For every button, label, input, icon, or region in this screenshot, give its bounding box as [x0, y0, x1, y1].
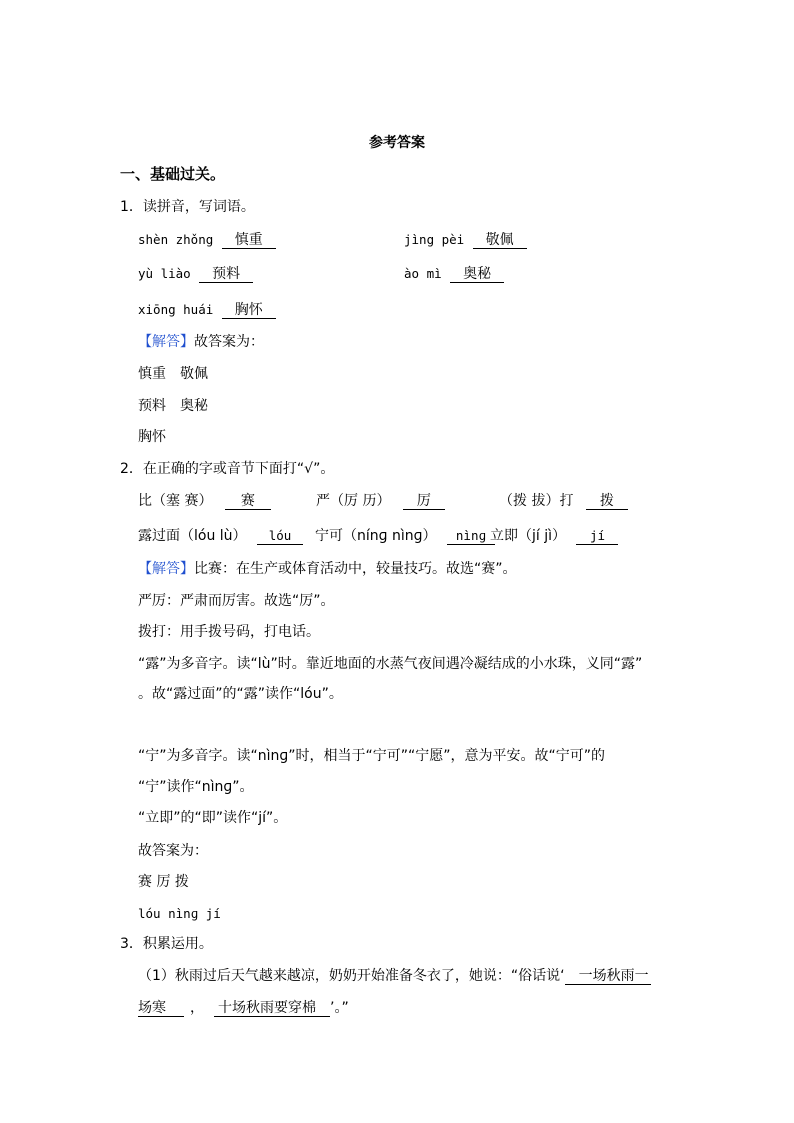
explanation-text: 故答案为： — [194, 334, 264, 350]
explanation-line: 拨打：用手拨号码，打电话。 — [138, 624, 320, 640]
sub-question-1-line — [138, 998, 349, 1018]
explanation-text: 比赛：在生产或体育活动中，较量技巧。故选“赛”。 — [194, 561, 517, 577]
jieda-tag: 【解答】 — [138, 561, 194, 577]
answer-blank: 敬佩 — [473, 232, 527, 249]
choice-item — [315, 526, 495, 546]
pinyin-item — [138, 264, 253, 284]
answer-line: 预料 奥秘 — [138, 398, 208, 414]
choice-item — [490, 526, 618, 546]
answer-blank: jí — [576, 528, 618, 545]
sub-question-text: ’。” — [330, 1000, 349, 1016]
pinyin-text: jìng pèi — [404, 232, 465, 247]
choice-text: 严（厉 历） — [316, 493, 391, 509]
explanation-line: 故答案为： — [138, 843, 208, 859]
choice-text: 宁可（nínɡ nìnɡ） — [315, 528, 437, 544]
answer-blank: 胸怀 — [222, 302, 276, 319]
explanation — [138, 332, 264, 352]
jieda-tag: 【解答】 — [138, 334, 194, 350]
answer-blank: 一场秋雨一 — [565, 968, 651, 985]
sub-question-text: （1）秋雨过后天气越来越凉，奶奶开始准备冬衣了，她说：“俗话说‘ — [138, 968, 565, 984]
answer-blank: 十场秋雨要穿棉 — [214, 1000, 330, 1017]
pinyin-text: yù liào — [138, 266, 191, 281]
answer-blank: 场寒 — [138, 1000, 184, 1017]
answer-line: 慎重 敬佩 — [138, 366, 208, 382]
question-2-label: 2．在正确的字或音节下面打“√”。 — [120, 461, 335, 477]
choice-item — [138, 491, 271, 511]
question-3-label: 3．积累运用。 — [120, 936, 213, 952]
sub-question-1-line — [138, 966, 651, 986]
answer-blank: 厉 — [403, 493, 445, 510]
choice-item — [316, 491, 445, 511]
choice-item — [499, 491, 628, 511]
answer-blank: lóu — [257, 528, 303, 545]
explanation-line: “立即”的“即”读作“jí”。 — [138, 810, 288, 826]
explanation-line: “露”为多音字。读“lù”时。靠近地面的水蒸气夜间遇冷凝结成的小水珠，义同“露” — [138, 656, 643, 672]
explanation — [138, 559, 517, 579]
page-title: 参考答案 — [369, 135, 425, 151]
pinyin-text: xiōng huái — [138, 302, 214, 317]
answer-blank: 慎重 — [222, 232, 276, 249]
answer-blank: nìnɡ — [447, 528, 495, 545]
answer-blank: 拨 — [586, 493, 628, 510]
pinyin-item — [404, 264, 504, 284]
answer-line: 赛 厉 拨 — [138, 874, 189, 890]
section-heading: 一、基础过关。 — [120, 165, 226, 183]
explanation-line: 。故“露过面”的“露”读作“lóu”。 — [138, 686, 343, 702]
answer-line: 胸怀 — [138, 429, 166, 445]
explanation-line: “宁”读作“nìnɡ”。 — [138, 779, 254, 795]
pinyin-item — [404, 230, 527, 250]
explanation-line: 严厉：严肃而厉害。故选“厉”。 — [138, 593, 335, 609]
choice-text: （拨 拔）打 — [499, 493, 574, 509]
choice-text: 露过面（lóu lù） — [138, 528, 247, 544]
explanation-line: “宁”为多音字。读“nìnɡ”时，相当于“宁可”“宁愿”，意为平安。故“宁可”的 — [138, 748, 606, 764]
answer-blank: 赛 — [225, 493, 271, 510]
separator-text: ， — [190, 1000, 204, 1016]
choice-text: 立即（jí jì） — [490, 528, 567, 544]
choice-item — [138, 526, 303, 546]
answer-line: lóu nìnɡ jí — [138, 906, 221, 921]
choice-text: 比（塞 赛） — [138, 493, 213, 509]
pinyin-item — [138, 300, 276, 320]
question-1-label: 1．读拼音，写词语。 — [120, 199, 255, 215]
pinyin-item — [138, 230, 276, 250]
answer-blank: 预料 — [199, 266, 253, 283]
pinyin-text: shèn zhǒng — [138, 232, 214, 247]
answer-blank: 奥秘 — [450, 266, 504, 283]
pinyin-text: ào mì — [404, 266, 442, 281]
